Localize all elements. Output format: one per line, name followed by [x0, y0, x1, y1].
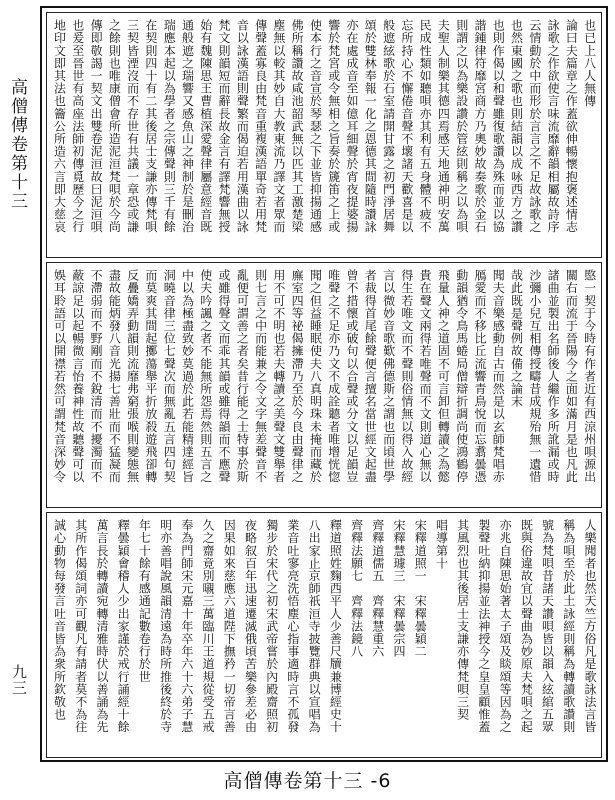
text-column: 也然東國之歌也則結韻以成咏西方之讚	[509, 19, 524, 234]
text-column: 蔽諒足以起暢微言怡養神性故聽聲可以	[70, 269, 85, 484]
text-column: 或雖得聲文而乖其韻或雖得韻而不應聲	[217, 269, 232, 484]
text-block-top	[46, 12, 602, 258]
text-column: 盡故能炳發八音光揚七善壯而不猛凝而	[107, 269, 122, 484]
text-column: 響於梵宮或令無相之旨奏於篪笛之上或	[326, 19, 341, 234]
text-column: 年七十餘有感通記數卷行於世	[137, 519, 152, 683]
text-column: 者裁得首尾餘聲便言擅名當世經文起盡	[363, 269, 378, 484]
text-column: 傳聲蓋寡良由梵音重複漢語單奇若用梵	[253, 19, 268, 234]
margin-book-title: 高僧傳卷第十三	[7, 78, 27, 211]
text-column: 詠歌之作欲使言味流靡辭韻相屬故詩序	[546, 19, 561, 234]
text-column: 得生若唯文而不聲則俗情無以得入故經	[399, 269, 414, 484]
text-column: 因果如來慈應六道陛下撫矜一切帝言善	[222, 519, 237, 734]
text-column: 亦兆自陳思始著太子頌及睒頌等因為之	[498, 519, 513, 734]
text-column: 久之齋竟別嚫三萬臨川王道規從受五戒	[201, 519, 216, 734]
text-block-middle	[46, 262, 602, 508]
text-column: 哉此既是聲例故備之論末	[509, 269, 524, 408]
margin-page-number: 九三	[10, 664, 28, 696]
text-column: 云情動於中而形於言言之不足故詠歌之	[527, 19, 542, 234]
text-column: 般遮絃歌於石室請開甘露之初門淨居舞	[381, 19, 396, 234]
text-column: 諸曲並製出名師後人繼作多所訛漏或時	[546, 269, 561, 484]
text-column: 使本行之音宣於琴瑟之下並皆抑揚通感	[308, 19, 323, 234]
text-column: 通般遮之瑞響又感魚山之神制於是刪治	[180, 19, 195, 234]
text-column: 聞夫音樂感動自古而然是以玄師梵唱赤	[491, 269, 506, 484]
text-column: 塵無以較其妙自大教東流乃譯文者眾而	[271, 19, 286, 234]
text-column: 瑞應本起以為學者之宗傳聲則三千有餘	[162, 19, 177, 234]
text-column: 釋道照姓麴西平人少善尺牘兼博經史十	[328, 519, 343, 734]
text-column: 齊釋道儒五 齊釋慧重六	[370, 519, 385, 658]
text-column: 唯聲之不足亦乃文不成詮聽者唯增恍惚	[326, 269, 341, 484]
text-column: 獨步於宋代之初宋武帝嘗於內殿齋照初	[264, 519, 279, 734]
text-column: 其風烈也其後居士支謙亦傳梵唄三契	[455, 519, 470, 721]
text-column: 傳即敬謁一契文出雙卷泥洹故曰泥洹唄	[89, 19, 104, 234]
text-column: 則謂之以為樂設讚於管絃則稱之以為唄	[454, 19, 469, 234]
text-column: 娛耳聆語可以開襟若然可謂梵音深妙令	[52, 269, 67, 484]
text-column: 論曰夫篇章之作蓋欲伸暢懷抱褒述情志	[564, 19, 579, 234]
text-column: 始有魏陳思王曹植深愛聲律屬意經音既	[198, 19, 213, 234]
footer-caption: 高僧傳卷第十三 -6	[223, 770, 392, 792]
text-column: 廡室四等祕偈擁滯乃至於今良由聲律之	[290, 269, 305, 484]
text-column: 愍一契于今時有作者近有西涼州唄源出	[582, 269, 597, 484]
text-column: 音以詠漢語則聲繁而偈迫若用漢曲以詠	[235, 19, 250, 234]
text-column: 誠心動物每發言吐音皆為衆所欽敬也	[52, 519, 67, 721]
text-column: 不滯弱而不野剛而不銳清而不擾濁而不	[89, 269, 104, 484]
text-column: 八出家止京師祇洹寺披覽群典以宣唱為	[307, 519, 322, 734]
text-column: 製聲吐納抑揚並法神授今之皇皇顧惟蓋	[476, 519, 491, 734]
text-column: 諧鍾律符靡宮商方乃奧妙故奏歌於金石	[472, 19, 487, 234]
text-column: 也則作偈以和聲雖復歌讚為殊而並以協	[491, 19, 506, 234]
text-column: 曾不措懷或破句以合聲或分文以足韻豈	[345, 269, 359, 484]
text-column: 齊釋法願七 齊釋法鏡八	[349, 519, 364, 658]
text-column: 唱導第十	[434, 519, 449, 570]
text-column: 反疊嬌弄動韻則流靡弗窮張喉則變態無	[125, 269, 140, 484]
text-column: 既與俗違故宜以聲曲為妙原夫梵唄之起	[519, 519, 534, 734]
text-column: 號為梵唄昔諸天讚唄皆以韻入絃綰五眾	[540, 519, 555, 734]
text-block-bottom	[46, 512, 602, 758]
page-frame	[40, 6, 608, 762]
text-column: 飛量人神之道固不可言卸但轉讀之為懿	[436, 269, 451, 484]
text-column: 使夫吟諷之者不能無所怨焉然則五言之	[198, 269, 213, 484]
text-column: 也已上八人無傳	[582, 19, 597, 108]
text-column: 稱為唄至於此土詠經則稱為轉讀歌讚則	[561, 519, 576, 734]
text-column: 動韻猶令鳥馬蜷局僧辯折調尚使鴻鶴停	[454, 269, 469, 484]
text-column: 言以微妙音歌歎佛德斯之謂也而頃世學	[381, 269, 396, 484]
text-column: 沙彌小兒互相傳授疇昔成規殆無一遺惜	[527, 269, 542, 484]
text-column: 夜略叙百年迅速遷滅俄頃苦樂參差必由	[243, 519, 258, 734]
text-column: 洞曉音律三位七聲次而無亂五言四句契	[162, 269, 177, 484]
text-column: 佛所稱讚故咸池韶武無以匹其工激楚梁	[290, 19, 305, 234]
text-column: 忘所持心不懈倦音聲不壞諸天歡喜是以	[399, 19, 414, 234]
text-column: 人樂聞者也然天竺方俗凡是歌詠法言皆	[582, 519, 597, 734]
text-column: 釋曇穎會稽人少出家謹於戒行誦經十餘	[116, 519, 131, 734]
text-column: 萬言長於轉讀宛轉清雅時伏以善誦為先	[94, 519, 109, 734]
text-column: 頌於雙林奉報一化之恩德其間隨時讚詠	[363, 19, 378, 234]
text-column: 民成性類如聽唄亦其利有五身體不疲不	[418, 19, 433, 234]
text-column: 貴在聲文兩得若唯聲而不文則道心無以	[418, 269, 433, 484]
text-column: 在契則四十有二其後居士支謙亦傳梵唄	[143, 19, 158, 234]
text-column: 梵文則韻短而辭長故金言有譯梵響無授	[217, 19, 232, 234]
text-column: 業音吐寥亮洗悟塵心指事適時言不孤發	[285, 519, 300, 734]
text-column: 之餘則也唯康僧會所造泥洹梵唄於今尚	[107, 19, 122, 234]
text-column: 而莫爽其間起擲蕩舉平折放殺遊飛卻轉	[143, 269, 158, 484]
text-column: 亂便可謂善之者矣昔行能之士特事於斯	[235, 269, 250, 484]
text-column: 關右而流于晉陽今之面如滿月是也凡此	[564, 269, 579, 484]
text-column: 鴈愛而不移比丘流響青鳥悅而忘翥曇憑	[472, 269, 487, 484]
text-column: 用不可不明也若夫轉讀之美聲文雙舉者	[271, 269, 286, 484]
text-column: 其所作偈頌詞亦可觀凡有請者莫不為往	[73, 519, 88, 734]
text-column: 奉為門師宋元嘉十年卒年六十六弟子慧	[179, 519, 194, 734]
text-column: 宋釋慧璩三 宋釋曇宗四	[392, 519, 406, 658]
text-column: 夫聖人制樂其德四焉感天地通神明安萬	[436, 19, 451, 234]
text-column: 中以為極盡致妙莫過於此若能精達經旨	[180, 269, 195, 484]
text-column: 也爰至晉世有高座法師初傳覓歷今之行	[70, 19, 85, 234]
text-column: 則七言之中而能兼之令文字無差聲音不	[253, 269, 268, 484]
text-column: 聞之但益睡眠使夫八真明珠未掩而藏於	[308, 269, 323, 484]
text-column: 明亦善唱說風韻清遠為時所推後終於寺	[158, 519, 173, 734]
text-column: 宋釋道照一 宋釋曇穎二	[413, 519, 428, 658]
text-column: 地印文即其法也籥公所造六言即大慈哀	[52, 19, 67, 234]
text-column: 三契皆湮沒而不存世有共議一章恐或謙	[125, 19, 140, 234]
text-column: 亦在處成音至如億耳細聲於宵夜提婆揚	[345, 19, 359, 234]
